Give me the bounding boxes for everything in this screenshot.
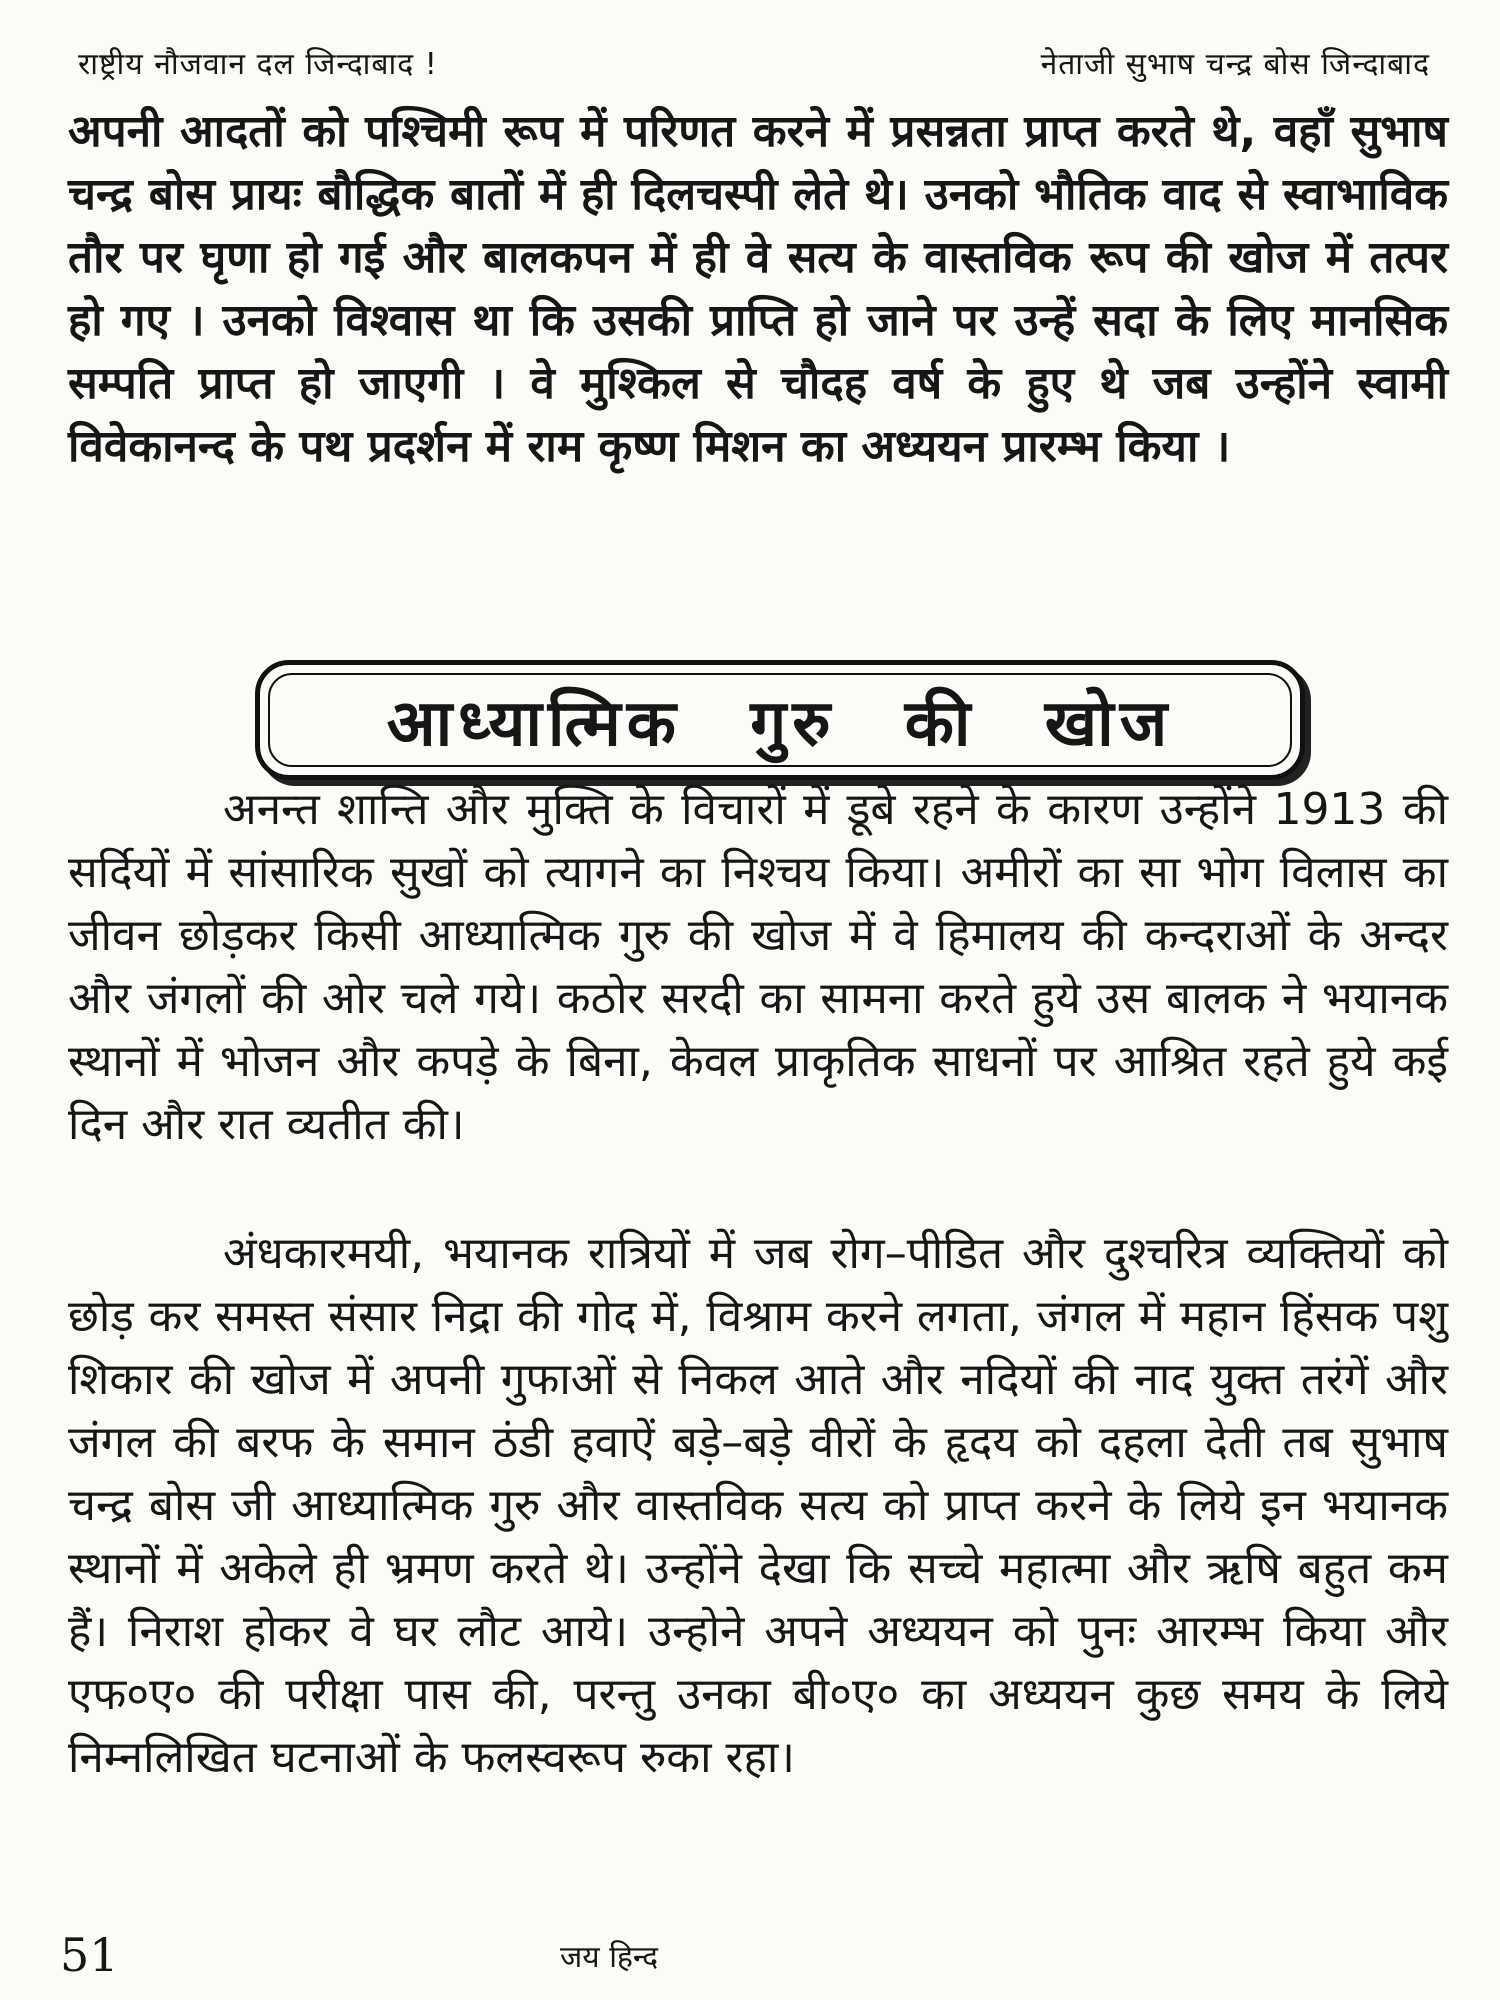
section-title-frame [255, 660, 1305, 780]
third-paragraph: अंधकारमयी, भयानक रात्रियों में जब रोग–पीडित और दुश्चरित्र व्यक्तियों को छोड़ कर समस्त संसार निद्रा की गोद में, विश्राम करने लगता, जंगल में महान हिंसक पशु शिकार की खोज में अपनी गुफाओं से निकल आते और नदियों की नाद युक्त तरंगें और जंगल की बरफ के समान ठंडी हवाऐं बड़े–बड़े वीरों के हृदय को दहला देती तब सुभाष चन्द्र बोस जी आध्यात्मिक गुरु और वास्तविक सत्य को प्राप्त करने के लिये इन भयानक स्थानों में अकेले ही भ्रमण करते थे। उन्होंने देखा कि सच्चे महात्मा और ऋषि बहुत कम हैं। निराश होकर वे घर लौट आये। उन्होने अपने अध्ययन को पुनः आरम्भ किया और एफ०ए० की परीक्षा पास की, परन्तु उनका बी०ए० का अध्ययन कुछ समय के लिये निम्नलिखित घटनाओं के फलस्वरूप रुका रहा। [68, 1228, 1448, 1783]
page-number: 51 [60, 1928, 119, 1982]
intro-paragraph: अपनी आदतों को पश्चिमी रूप में परिणत करने में प्रसन्नता प्राप्त करते थे, वहाँ सुभाष चन्द्र बोस प्रायः बौद्धिक बातों में ही दिलचस्पी लेते थे। उनको भौतिक वाद से स्वाभाविक तौर पर घृणा हो गई और बालकपन में ही वे सत्य के वास्तविक रूप की खोज में तत्पर हो गए । उनको विश्वास था कि उसकी प्राप्ति हो जाने पर उन्हें सदा के लिए मानसिक सम्पति प्राप्त हो जाएगी । वे मुश्किल से चौदह वर्ष के हुए थे जब उन्होंने स्वामी विवेकानन्द के पथ प्रदर्शन में राम कृष्ण मिशन का अध्ययन प्रारम्भ किया । [68, 106, 1448, 472]
second-paragraph: अनन्त शान्ति और मुक्ति के विचारों में डूबे रहने के कारण उन्होंने 1913 की सर्दियों में सांसारिक सुखों को त्यागने का निश्चय किया। अमीरों का सा भोग विलास का जीवन छोड़कर किसी आध्यात्मिक गुरु की खोज में वे हिमालय की कन्दराओं के अन्दर और जंगलों की ओर चले गये। कठोर सरदी का सामना करते हुये उस बालक ने भयानक स्थानों में भोजन और कपड़े के बिना, केवल प्राकृतिक साधनों पर आश्रित रहते हुये कई दिन और रात व्यतीत की। [68, 784, 1448, 1150]
header-left: राष्ट्रीय नौजवान दल जिन्दाबाद ! [78, 47, 438, 82]
section-title: आध्यात्मिक गुरु की खोज [386, 686, 1174, 761]
header-right: नेताजी सुभाष चन्द्र बोस जिन्दाबाद [1040, 47, 1430, 82]
footer-slogan: जय हिन्द [560, 1940, 659, 1975]
running-header [78, 42, 1430, 83]
section-title-inner-border [268, 673, 1292, 767]
